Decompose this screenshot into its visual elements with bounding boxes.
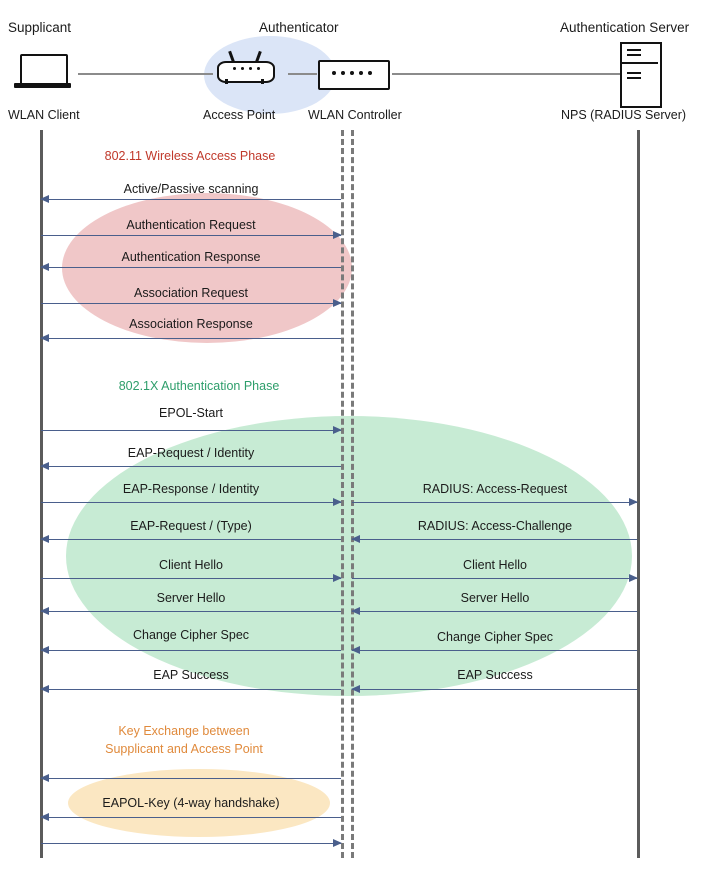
arrow-radius-message-5 (352, 689, 637, 690)
arrow-message-11 (41, 650, 341, 651)
access-point-icon (217, 49, 273, 89)
phase-title-key-exchange-line2: Supplicant and Access Point (105, 742, 263, 756)
message-label-7: EAP-Response / Identity (122, 482, 260, 496)
lifeline-supplicant (40, 130, 43, 858)
actor-device-nps-radius-server: NPS (RADIUS Server) (561, 108, 687, 122)
lifeline-authentication-server (637, 130, 640, 858)
message-label-1: Authentication Request (126, 218, 256, 232)
actor-device-access-point: Access Point (203, 108, 276, 122)
radius-message-label-5: EAP Success (457, 668, 533, 682)
phase-title-dot1x: 802.1X Authentication Phase (118, 379, 280, 393)
arrow-message-2 (41, 267, 341, 268)
arrow-message-10 (41, 611, 341, 612)
arrow-message-15 (41, 843, 341, 844)
arrow-radius-message-4 (352, 650, 637, 651)
connector-controller-server (392, 73, 627, 75)
phase-title-wireless: 802.11 Wireless Access Phase (104, 149, 276, 163)
arrow-message-14 (41, 817, 341, 818)
radius-message-label-2: Client Hello (463, 558, 527, 572)
connector-client-ap (78, 73, 213, 75)
arrow-message-13 (41, 778, 341, 779)
radius-message-label-1: RADIUS: Access-Challenge (417, 519, 573, 533)
message-label-5: EPOL-Start (159, 406, 223, 420)
arrow-message-3 (41, 303, 341, 304)
actor-device-wlan-client: WLAN Client (8, 108, 80, 122)
phase-title-key-exchange-line1: Key Exchange between (118, 724, 250, 738)
actor-role-authentication-server: Authentication Server (560, 20, 690, 35)
message-label-2: Authentication Response (121, 250, 261, 264)
message-label-11: Change Cipher Spec (132, 628, 250, 642)
actor-device-wlan-controller: WLAN Controller (308, 108, 402, 122)
arrow-radius-message-0 (352, 502, 637, 503)
message-label-9: Client Hello (159, 558, 223, 572)
arrow-radius-message-3 (352, 611, 637, 612)
message-label-8: EAP-Request / (Type) (130, 519, 252, 533)
actor-role-supplicant: Supplicant (8, 20, 72, 35)
message-label-6: EAP-Request / Identity (127, 446, 255, 460)
laptop-icon (14, 54, 71, 90)
radius-message-label-0: RADIUS: Access-Request (422, 482, 568, 496)
radius-message-label-4: Change Cipher Spec (436, 630, 554, 644)
arrow-radius-message-2 (352, 578, 637, 579)
arrow-radius-message-1 (352, 539, 637, 540)
arrow-message-1 (41, 235, 341, 236)
actor-role-authenticator: Authenticator (259, 20, 339, 35)
arrow-message-5 (41, 430, 341, 431)
arrow-message-4 (41, 338, 341, 339)
connector-ap-controller (288, 73, 317, 75)
wlan-controller-icon (318, 60, 390, 90)
lifeline-authenticator (341, 130, 344, 858)
arrow-message-8 (41, 539, 341, 540)
radius-message-label-3: Server Hello (460, 591, 530, 605)
arrow-message-12 (41, 689, 341, 690)
server-icon (620, 42, 658, 106)
arrow-message-0 (41, 199, 341, 200)
message-label-4: Association Response (129, 317, 253, 331)
message-label-14: EAPOL-Key (4-way handshake) (102, 796, 280, 810)
message-label-0: Active/Passive scanning (123, 182, 259, 196)
arrow-message-6 (41, 466, 341, 467)
arrow-message-9 (41, 578, 341, 579)
message-label-12: EAP Success (153, 668, 229, 682)
arrow-message-7 (41, 502, 341, 503)
message-label-3: Association Request (134, 286, 248, 300)
lifeline-authenticator-2 (351, 130, 354, 858)
message-label-10: Server Hello (156, 591, 226, 605)
